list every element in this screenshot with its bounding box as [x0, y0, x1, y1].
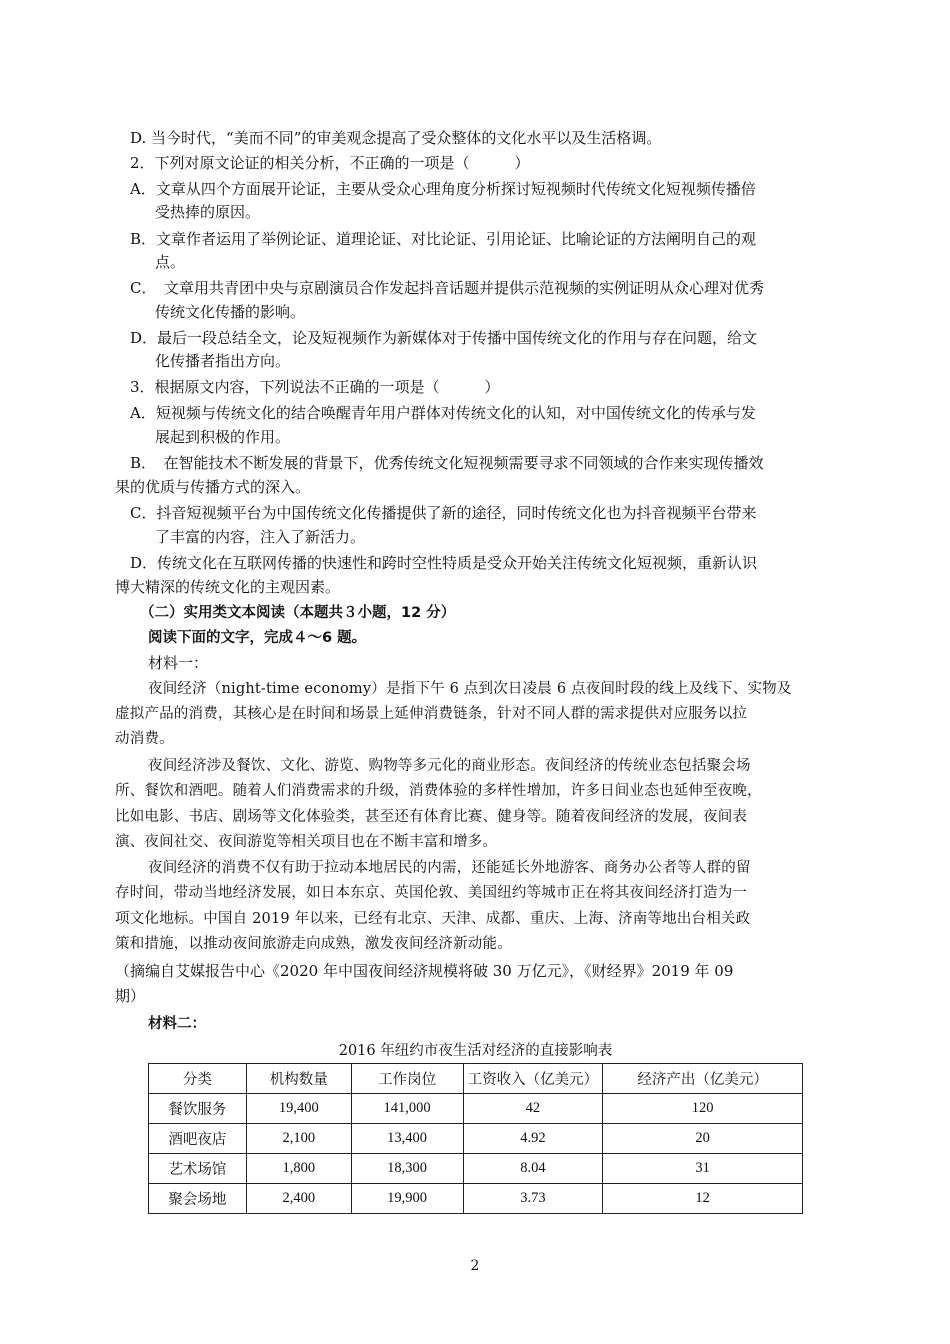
material-2-label: 材料二：	[148, 1016, 206, 1032]
paragraph-2-line-2: 所、餐饮和酒吧。随着人们消费需求的升级，消费体验的多样性增加，许多日间业态也延伸至夜晚，	[115, 783, 762, 799]
paragraph-3-line-4: 策和措施，以推动夜间旅游走向成熟，激发夜间经济新动能。	[115, 936, 512, 952]
header-output: 经济产出（亿美元）	[603, 1064, 803, 1094]
table-cell: 艺术场馆	[149, 1154, 247, 1184]
source-citation: （摘编自艾媒报告中心《2020 年中国夜间经济规模将破 30 万亿元》，《财经界》2019 年 09	[115, 962, 734, 980]
option-3c: C．抖音短视频平台为中国传统文化传播提供了新的途径，同时传统文化也为抖音视频平台带来	[130, 504, 757, 522]
paragraph-3-line-1: 夜间经济的消费不仅有助于拉动本地居民的内需，还能延长外地游客、商务办公者等人群的留	[148, 860, 751, 876]
option-3b: B． 在智能技术不断发展的背景下，优秀传统文化短视频需要寻求不同领域的合作来实现传播效	[130, 454, 764, 472]
source-citation-cont: 期）	[115, 987, 146, 1005]
option-2b: B．文章作者运用了举例论证、道理论证、对比论证、引用论证、比喻论证的方法阐明自己的观	[130, 230, 757, 248]
question-3: 3．根据原文内容，下列说法不正确的一项是（ ）	[130, 378, 500, 396]
header-category: 分类	[149, 1064, 247, 1094]
table-cell: 酒吧夜店	[149, 1124, 247, 1154]
table-cell: 1,800	[246, 1154, 351, 1184]
table-cell: 19,400	[246, 1094, 351, 1124]
table-row	[149, 1124, 803, 1154]
table-cell: 12	[603, 1184, 803, 1214]
option-3d-cont: 博大精深的传统文化的主观因素。	[115, 578, 341, 596]
table-cell: 餐饮服务	[149, 1094, 247, 1124]
table-cell: 聚会场地	[149, 1184, 247, 1214]
question-2: 2．下列对原文论证的相关分析，不正确的一项是（ ）	[130, 154, 530, 172]
table-cell: 31	[603, 1154, 803, 1184]
paragraph-1-line-1: 夜间经济（night-time economy）是指下午 6 点到次日凌晨 6 点夜间时段的线上及线下、实物及	[148, 681, 792, 697]
option-3a: A．短视频与传统文化的结合唤醒青年用户群体对传统文化的认知，对中国传统文化的传承与发	[130, 404, 756, 422]
table-row	[149, 1184, 803, 1214]
table-cell: 120	[603, 1094, 803, 1124]
table-cell: 18,300	[351, 1154, 463, 1184]
option-3c-cont: 了丰富的内容，注入了新活力。	[155, 528, 366, 546]
header-institutions: 机构数量	[246, 1064, 351, 1094]
nightlife-impact-table	[148, 1063, 803, 1214]
paragraph-3-line-2: 存时间，带动当地经济发展，如日本东京、英国伦敦、美国纽约等城市正在将其夜间经济打造为一	[115, 885, 748, 901]
option-3a-cont: 展起到积极的作用。	[155, 428, 291, 446]
table-cell: 2,400	[246, 1184, 351, 1214]
option-3d: D．传统文化在互联网传播的快速性和跨时空性特质是受众开始关注传统文化短视频，重新认识	[130, 554, 758, 572]
table-header-row	[149, 1064, 803, 1094]
option-2c-cont: 传统文化传播的影响。	[155, 303, 306, 321]
option-2c: C． 文章用共青团中央与京剧演员合作发起抖音话题并提供示范视频的实例证明从众心理对优秀	[130, 279, 764, 297]
paragraph-2-line-3: 比如电影、书店、剧场等文化体验类，甚至还有体育比赛、健身等。随着夜间经济的发展，夜间表	[115, 809, 748, 825]
option-2a-cont: 受热捧的原因。	[155, 203, 261, 221]
table-row	[149, 1154, 803, 1184]
option-2d-cont: 化传播者指出方向。	[155, 352, 291, 370]
header-jobs: 工作岗位	[351, 1064, 463, 1094]
table-cell: 3.73	[463, 1184, 603, 1214]
header-wages: 工资收入（亿美元）	[463, 1064, 603, 1094]
table-cell: 2,100	[246, 1124, 351, 1154]
table-cell: 42	[463, 1094, 603, 1124]
material-1-label: 材料一：	[148, 654, 209, 672]
paragraph-3-line-3: 项文化地标。中国自 2019 年以来，已经有北京、天津、成都、重庆、上海、济南等地出台相关政	[115, 911, 751, 927]
table-cell: 8.04	[463, 1154, 603, 1184]
table-cell: 141,000	[351, 1094, 463, 1124]
paragraph-2-line-1: 夜间经济涉及餐饮、文化、游览、购物等多元化的商业形态。夜间经济的传统业态包括聚会场	[148, 758, 751, 774]
option-2d: D．最后一段总结全文，论及短视频作为新媒体对于传播中国传统文化的作用与存在问题，给文	[130, 329, 758, 347]
paragraph-1-line-2: 虚拟产品的消费，其核心是在时间和场景上延伸消费链条，针对不同人群的需求提供对应服务以拉	[115, 706, 748, 722]
table-cell: 19,900	[351, 1184, 463, 1214]
table-cell: 4.92	[463, 1124, 603, 1154]
table-cell: 20	[603, 1124, 803, 1154]
option-2b-cont: 点。	[155, 253, 186, 271]
page-number: 2	[470, 1258, 480, 1274]
table-caption: 2016 年纽约市夜生活对经济的直接影响表	[338, 1043, 613, 1059]
paragraph-2-line-4: 演、夜间社交、夜间游览等相关项目也在不断丰富和增多。	[115, 834, 498, 850]
option-1d: D. 当今时代，“美而不同”的审美观念提高了受众整体的文化水平以及生活格调。	[130, 129, 662, 147]
reading-instruction: 阅读下面的文字，完成４～6 题。	[148, 630, 367, 646]
option-2a: A．文章从四个方面展开论证，主要从受众心理角度分析探讨短视频时代传统文化短视频传播倍	[130, 180, 756, 198]
table-cell: 13,400	[351, 1124, 463, 1154]
paragraph-1-line-3: 动消费。	[115, 731, 174, 747]
table-row	[149, 1094, 803, 1124]
section-heading: （二）实用类文本阅读（本题共３小题，12 分）	[140, 605, 456, 621]
option-3b-cont: 果的优质与传播方式的深入。	[115, 478, 311, 496]
